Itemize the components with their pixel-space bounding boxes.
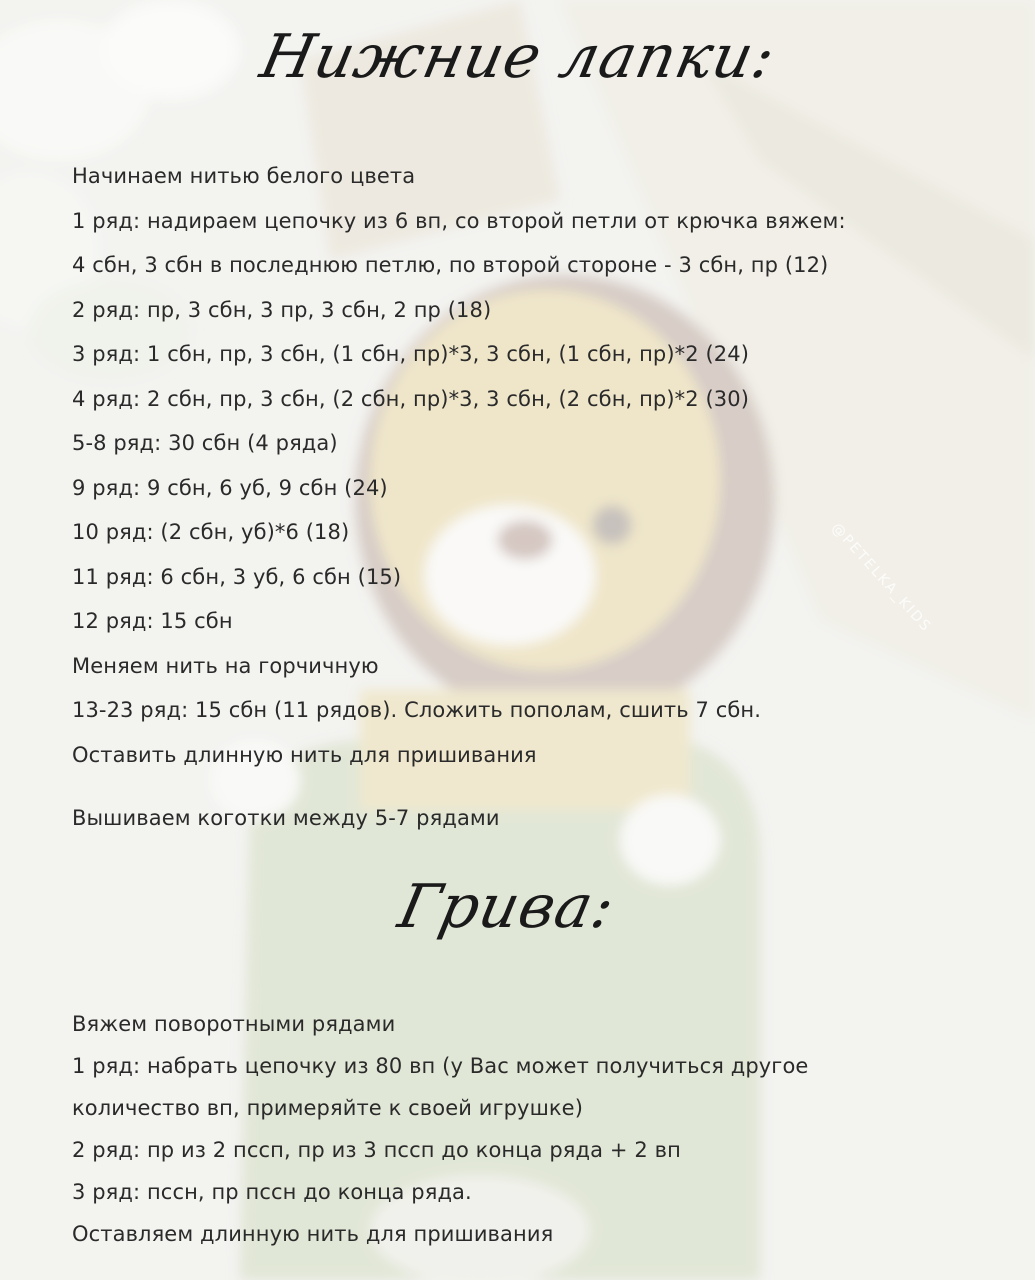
legs-line: 9 ряд: 9 сбн, 6 уб, 9 сбн (24) — [72, 475, 388, 500]
mane-line: Оставляем длинную нить для пришивания — [72, 1222, 554, 1246]
legs-line: 2 ряд: пр, 3 сбн, 3 пр, 3 сбн, 2 пр (18) — [72, 297, 492, 322]
legs-line: Оставить длинную нить для пришивания — [72, 742, 537, 767]
legs-instructions — [72, 154, 846, 777]
mane-heading: Грива: — [392, 872, 622, 942]
legs-line: Меняем нить на горчичную — [72, 653, 379, 678]
legs-line: 3 ряд: 1 сбн, пр, 3 сбн, (1 сбн, пр)*3, 3 сбн, (1 сбн, пр)*2 (24) — [72, 342, 749, 366]
mane-instructions — [72, 1003, 808, 1255]
legs-line: 4 сбн, 3 сбн в последнюю петлю, по второй стороне - 3 сбн, пр (12) — [72, 253, 829, 277]
mane-line: количество вп, примеряйте к своей игрушке) — [72, 1096, 583, 1120]
legs-line: 1 ряд: надираем цепочку из 6 вп, со второй петли от крючка вяжем: — [72, 208, 846, 233]
legs-line: 11 ряд: 6 сбн, 3 уб, 6 сбн (15) — [72, 564, 402, 589]
legs-line: Начинаем нитью белого цвета — [72, 164, 416, 188]
legs-heading: Нижние лапки: — [254, 22, 782, 92]
legs-line: 10 ряд: (2 сбн, уб)*6 (18) — [72, 520, 350, 544]
legs-line: 12 ряд: 15 сбн — [72, 609, 233, 633]
legs-line: 5-8 ряд: 30 сбн (4 ряда) — [72, 431, 338, 455]
mane-line: Вяжем поворотными рядами — [72, 1012, 396, 1036]
mane-line: 1 ряд: набрать цепочку из 80 вп (у Вас может получиться другое — [72, 1054, 809, 1078]
claws-note: Вышиваем коготки между 5-7 рядами — [72, 806, 500, 830]
claws-note-block — [72, 796, 500, 841]
watermark: @PETELKA_KIDS — [828, 520, 935, 636]
mane-line: 3 ряд: пссн, пр пссн до конца ряда. — [72, 1180, 472, 1204]
legs-line: 4 ряд: 2 сбн, пр, 3 сбн, (2 сбн, пр)*3, 3 сбн, (2 сбн, пр)*2 (30) — [72, 386, 749, 411]
mane-line: 2 ряд: пр из 2 пссп, пр из 3 пссп до конца ряда + 2 вп — [72, 1138, 681, 1162]
legs-line: 13-23 ряд: 15 сбн (11 рядов). Сложить пополам, сшить 7 сбн. — [72, 698, 762, 722]
